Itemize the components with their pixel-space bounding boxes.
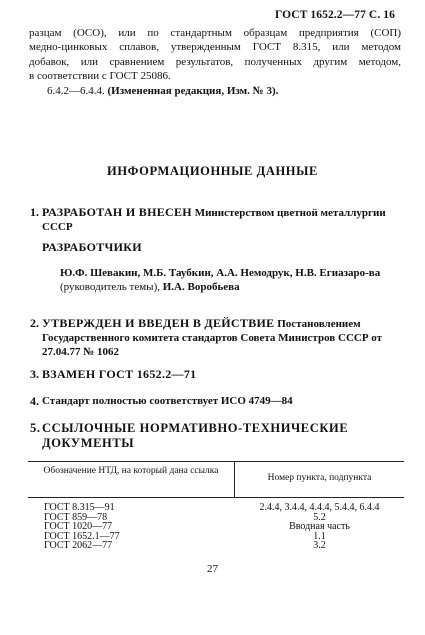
item-caption: ССЫЛОЧНЫЕ НОРМАТИВНО-ТЕХНИЧЕСКИЕ ДОКУМЕНТЫ	[42, 421, 349, 450]
item-text: Стандарт полностью соответствует ИСО 4749—84	[42, 395, 293, 407]
info-item-2	[30, 316, 396, 359]
info-item-3	[30, 367, 396, 382]
amendment-ref: 6.4.2—6.4.4.	[47, 84, 105, 97]
item-text: Министерством цветной металлургии СССР	[42, 207, 386, 233]
item-number: 5.	[30, 421, 41, 435]
authors-list	[60, 266, 396, 294]
table-top-rule	[28, 461, 404, 462]
item-caption: РАЗРАБОТАН И ВНЕСЕН	[42, 205, 192, 219]
table-column-documents	[44, 503, 120, 551]
table-cell-document: ГОСТ 2062—77	[44, 540, 113, 552]
item-text: Постановлением Государственного комитета стандартов Совета Министров СССР от 27.04.77 № 1062	[42, 318, 383, 358]
item-caption: УТВЕРЖДЕН И ВВЕДЕН В ДЕЙСТВИЕ	[42, 316, 275, 330]
item-number: 2.	[30, 316, 39, 330]
item-caption: ВЗАМЕН ГОСТ 1652.2—71	[42, 367, 197, 381]
table-cell-document: ГОСТ 859—78	[44, 511, 108, 523]
info-item-5	[30, 421, 396, 451]
table-cell-document: ГОСТ 1652.1—77	[44, 530, 120, 542]
item-number: 3.	[30, 367, 39, 381]
info-item-1	[30, 205, 396, 234]
running-header: ГОСТ 1652.2—77 С. 16	[274, 9, 395, 21]
paragraph-line: в соответствии с ГОСТ 25086.	[29, 70, 171, 83]
paragraph-line: добавок, или сравнением результатов, полученных другим методом,	[29, 55, 401, 68]
table-cell-clause: 3.2	[313, 540, 326, 552]
authors-names: Ю.Ф. Шевакин, М.Б. Таубкин, А.А. Немодрук, Н.В. Егиазаро-ва	[60, 267, 381, 279]
table-cell-clause: Вводная часть	[289, 521, 350, 533]
references-table	[28, 461, 404, 557]
info-item-4	[30, 394, 396, 408]
authors-role-note: (руководитель темы),	[60, 281, 160, 293]
paragraph-line: разцам (ОСО), или по стандартным образцам предприятия (СОП)	[29, 27, 401, 39]
table-header-rule	[28, 497, 404, 498]
item-number: 4.	[30, 394, 39, 408]
continuation-paragraph	[29, 26, 401, 98]
table-header-clause: Номер пункта, подпункта	[267, 473, 372, 483]
amendment-text: (Измененная редакция, Изм. № 3).	[107, 84, 279, 97]
paragraph-line: медно-цинковых сплавов, утвержденным ГОСТ 8.315, или методом	[29, 41, 401, 54]
section-title: ИНФОРМАЦИОННЫЕ ДАННЫЕ	[107, 164, 318, 178]
table-cell-clause: 2.4.4, 3.4.4, 4.4.4, 5.4.4, 6.4.4	[259, 502, 380, 513]
table-header-document: Обозначение НТД, на который дана ссылка	[43, 466, 219, 476]
table-cell-clause: 1.1	[313, 530, 326, 542]
authors-last: И.А. Воробьева	[162, 281, 240, 293]
table-cell-document: ГОСТ 8.315—91	[44, 502, 115, 513]
developers-heading: РАЗРАБОТЧИКИ	[42, 240, 142, 254]
table-cell-document: ГОСТ 1020—77	[44, 521, 113, 533]
table-column-clauses	[235, 503, 404, 551]
table-cell-clause: 5.2	[313, 511, 326, 523]
amendment-note	[47, 84, 401, 98]
page-number: 27	[207, 563, 218, 575]
item-number: 1.	[30, 205, 39, 219]
